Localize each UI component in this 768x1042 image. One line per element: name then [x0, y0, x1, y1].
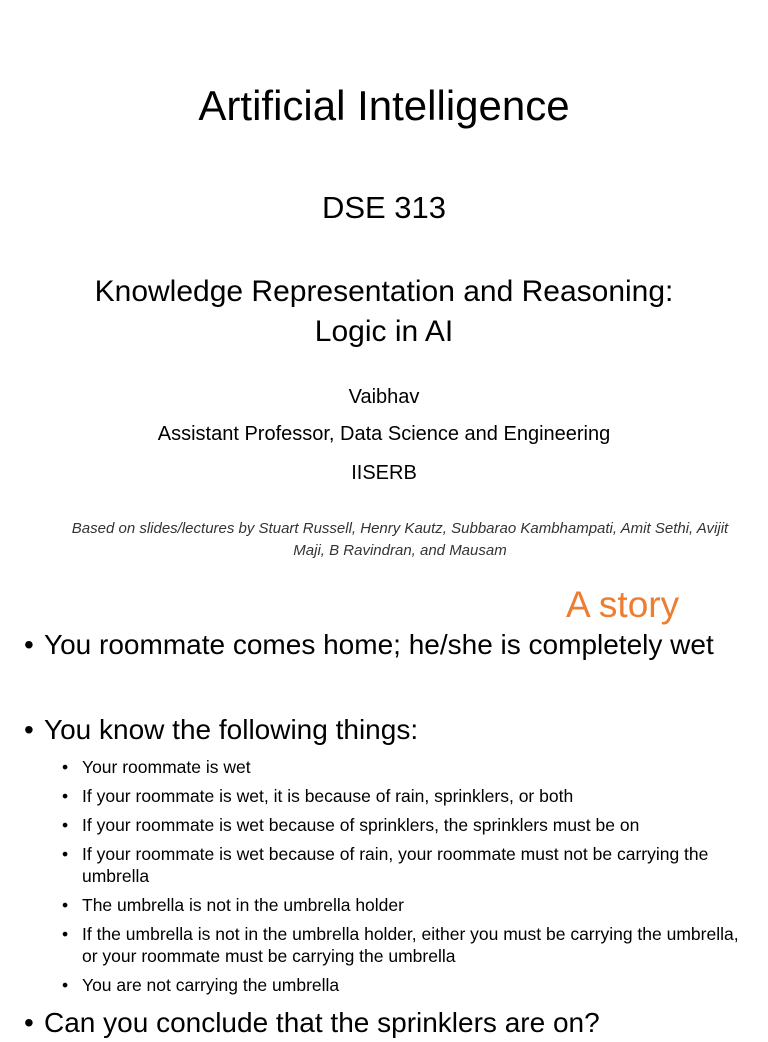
sub-bullet-icon: • — [62, 924, 69, 944]
bullet-icon: • — [24, 629, 34, 660]
bullet-text: You roommate comes home; he/she is completely wet — [44, 629, 714, 660]
bullet-item — [24, 1004, 744, 1042]
author-name: Vaibhav — [348, 386, 420, 408]
story-slide — [0, 580, 768, 1038]
sub-bullet-icon: • — [62, 815, 69, 835]
story-title: A story — [566, 584, 680, 625]
bullet-icon: • — [24, 714, 34, 745]
sub-bullet-text: If your roommate is wet because of rain, your roommate must not be carrying the umbrella — [82, 844, 709, 886]
sub-bullet-item — [62, 974, 752, 996]
subtitle-line-2: Logic in AI — [314, 315, 454, 348]
slide-subtitle — [0, 272, 768, 352]
credits-note: Based on slides/lectures by Stuart Russell, Henry Kautz, Subbarao Kambhampati, Amit Sethi, Avijit Maji, B Ravindran, and Mausam — [71, 520, 729, 559]
sub-bullet-list — [62, 756, 752, 1003]
slide-title: Artificial Intelligence — [198, 82, 570, 129]
sub-bullet-icon: • — [62, 757, 69, 777]
sub-bullet-item — [62, 923, 752, 967]
sub-bullet-text: If your roommate is wet because of sprinklers, the sprinklers must be on — [82, 815, 640, 835]
sub-bullet-text: The umbrella is not in the umbrella holder — [82, 895, 404, 915]
bullet-text: You know the following things: — [44, 714, 419, 745]
sub-bullet-text: If the umbrella is not in the umbrella holder, either you must be carrying the umbrella, or your roommate must be carrying the umbrella — [82, 924, 739, 966]
sub-bullet-icon: • — [62, 975, 69, 995]
sub-bullet-icon: • — [62, 786, 69, 806]
sub-bullet-icon: • — [62, 895, 69, 915]
sub-bullet-item — [62, 756, 752, 778]
bullet-text: Can you conclude that the sprinklers are on? — [44, 1007, 600, 1038]
institute-name: IISERB — [351, 462, 417, 484]
sub-bullet-item — [62, 894, 752, 916]
sub-bullet-text: You are not carrying the umbrella — [82, 975, 340, 995]
sub-bullet-item — [62, 785, 752, 807]
sub-bullet-item — [62, 843, 752, 887]
bullet-item — [24, 711, 744, 749]
sub-bullet-item — [62, 814, 752, 836]
author-affiliation: Assistant Professor, Data Science and Engineering — [157, 423, 611, 445]
bullet-icon: • — [24, 1007, 34, 1038]
subtitle-line-1: Knowledge Representation and Reasoning: — [94, 275, 674, 308]
sub-bullet-text: Your roommate is wet — [82, 757, 251, 777]
sub-bullet-icon: • — [62, 844, 69, 864]
course-code: DSE 313 — [321, 190, 447, 225]
bullet-item — [24, 626, 744, 664]
sub-bullet-text: If your roommate is wet, it is because of rain, sprinklers, or both — [82, 786, 574, 806]
